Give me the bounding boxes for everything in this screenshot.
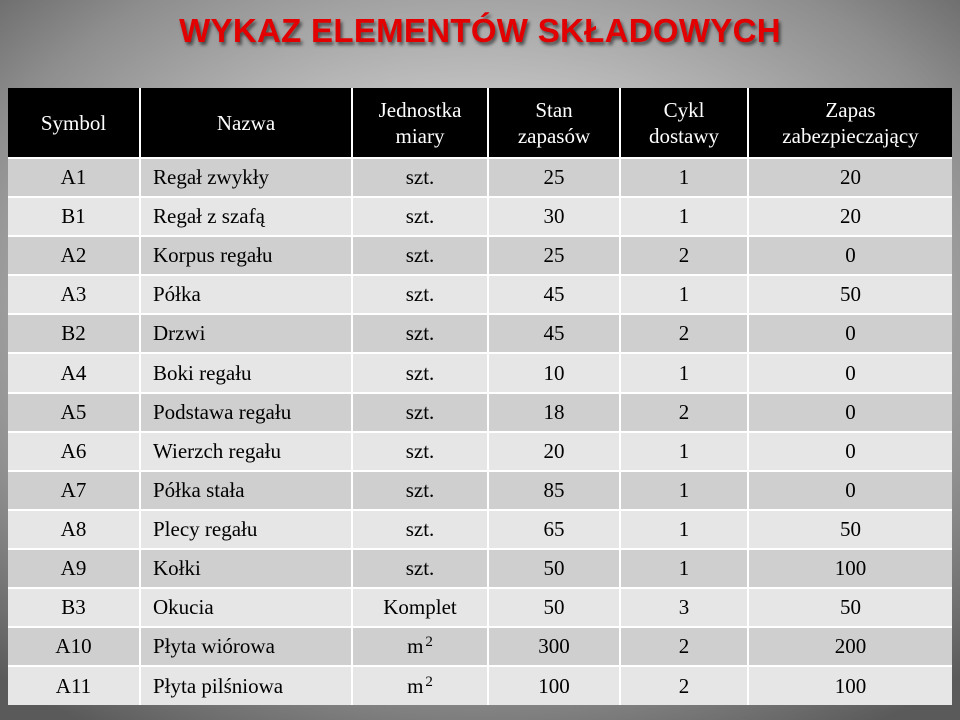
cell-unit (352, 236, 488, 275)
cell-cycle: 2 (620, 666, 748, 705)
cell-stock: 85 (488, 471, 620, 510)
cell-safety-stock: 0 (845, 477, 856, 502)
cell-unit-text: szt. (405, 282, 435, 307)
cell-safety-stock: 0 (845, 243, 856, 268)
cell-unit (352, 158, 488, 197)
header-unit-line2: miary (395, 123, 445, 148)
cell-symbol: A8 (8, 510, 140, 549)
header-row (8, 88, 952, 158)
cell-unit-text: szt. (405, 204, 435, 229)
cell-unit-text: szt. (405, 321, 435, 346)
cell-symbol: A11 (8, 666, 140, 705)
cell-symbol: A5 (8, 393, 140, 432)
cell-stock: 50 (488, 588, 620, 627)
table-row (8, 275, 952, 314)
cell-unit (352, 510, 488, 549)
cell-unit-text: szt. (405, 360, 435, 385)
table-row (8, 314, 952, 353)
header-symbol: Symbol (8, 88, 140, 158)
cell-cycle: 1 (620, 471, 748, 510)
cell-name: Płyta pilśniowa (140, 666, 352, 705)
table-row (8, 471, 952, 510)
cell-stock: 30 (488, 197, 620, 236)
table-row (8, 666, 952, 705)
cell-symbol: B3 (8, 588, 140, 627)
table-row (8, 549, 952, 588)
cell-unit-text: szt. (405, 516, 435, 541)
cell-cycle: 1 (620, 510, 748, 549)
cell-unit-text: szt. (405, 438, 435, 463)
table-row (8, 197, 952, 236)
cell-unit-text: Komplet (383, 595, 457, 620)
cell-name: Półka stała (140, 471, 352, 510)
cell-name: Korpus regału (140, 236, 352, 275)
cell-name: Regał zwykły (140, 158, 352, 197)
header-unit (352, 88, 488, 158)
cell-symbol: B1 (8, 197, 140, 236)
table-header (8, 88, 952, 158)
cell-symbol: A6 (8, 432, 140, 471)
cell-unit (352, 666, 488, 705)
cell-name: Wierzch regału (140, 432, 352, 471)
cell-unit (352, 314, 488, 353)
components-table-wrapper (8, 88, 952, 705)
header-stock (488, 88, 620, 158)
cell-name: Półka (140, 275, 352, 314)
cell-unit (352, 275, 488, 314)
cell-cycle: 2 (620, 627, 748, 666)
cell-unit-exponent: 2 (425, 673, 433, 690)
cell-safety-stock: 20 (840, 204, 861, 229)
cell-symbol: A7 (8, 471, 140, 510)
cell-stock: 100 (488, 666, 620, 705)
cell-cycle: 3 (620, 588, 748, 627)
cell-unit-text: szt. (405, 399, 435, 424)
components-table (8, 88, 952, 705)
table-row (8, 158, 952, 197)
cell-cycle: 1 (620, 549, 748, 588)
cell-unit-text: szt. (405, 243, 435, 268)
cell-safety-stock: 200 (834, 634, 867, 659)
cell-stock: 65 (488, 510, 620, 549)
table-row (8, 393, 952, 432)
cell-cycle: 1 (620, 353, 748, 392)
table-row (8, 627, 952, 666)
cell-unit (352, 432, 488, 471)
header-cycle (620, 88, 748, 158)
cell-unit (352, 471, 488, 510)
page-title: WYKAZ ELEMENTÓW SKŁADOWYCH (179, 12, 781, 49)
cell-symbol: B2 (8, 314, 140, 353)
cell-stock: 25 (488, 158, 620, 197)
cell-unit-text: m (407, 634, 424, 659)
cell-unit (352, 627, 488, 666)
table-row (8, 510, 952, 549)
cell-safety-stock: 0 (845, 321, 856, 346)
header-unit-line1: Jednostka (378, 97, 462, 122)
header-stock-line2: zapasów (517, 123, 591, 148)
cell-name: Plecy regału (140, 510, 352, 549)
cell-stock: 300 (488, 627, 620, 666)
header-safety-stock (748, 88, 952, 158)
cell-symbol: A3 (8, 275, 140, 314)
cell-cycle: 1 (620, 158, 748, 197)
cell-safety-stock: 100 (834, 673, 867, 698)
cell-safety-stock: 20 (840, 165, 861, 190)
header-cycle-line2: dostawy (649, 123, 719, 148)
cell-name: Kołki (140, 549, 352, 588)
cell-unit-text: m (407, 673, 424, 698)
cell-cycle: 2 (620, 314, 748, 353)
table-row (8, 432, 952, 471)
cell-safety-stock: 50 (840, 282, 861, 307)
cell-stock: 45 (488, 275, 620, 314)
cell-unit-text: szt. (405, 477, 435, 502)
cell-cycle: 1 (620, 432, 748, 471)
cell-name: Podstawa regału (140, 393, 352, 432)
cell-safety-stock: 0 (845, 438, 856, 463)
cell-symbol: A1 (8, 158, 140, 197)
cell-unit-exponent: 2 (425, 634, 433, 651)
cell-cycle: 1 (620, 197, 748, 236)
cell-stock: 25 (488, 236, 620, 275)
cell-name: Drzwi (140, 314, 352, 353)
cell-safety-stock: 50 (840, 595, 861, 620)
cell-unit (352, 353, 488, 392)
cell-unit-text: szt. (405, 165, 435, 190)
cell-cycle: 2 (620, 236, 748, 275)
header-safety-line2: zabezpieczający (782, 123, 919, 148)
cell-cycle: 2 (620, 393, 748, 432)
cell-name: Boki regału (140, 353, 352, 392)
cell-stock: 45 (488, 314, 620, 353)
cell-unit (352, 588, 488, 627)
cell-name: Płyta wiórowa (140, 627, 352, 666)
cell-stock: 10 (488, 353, 620, 392)
cell-unit (352, 197, 488, 236)
cell-symbol: A10 (8, 627, 140, 666)
cell-unit (352, 549, 488, 588)
cell-name: Okucia (140, 588, 352, 627)
cell-stock: 50 (488, 549, 620, 588)
cell-symbol: A4 (8, 353, 140, 392)
cell-safety-stock: 50 (840, 516, 861, 541)
cell-cycle: 1 (620, 275, 748, 314)
table-row (8, 353, 952, 392)
table-row (8, 236, 952, 275)
cell-safety-stock: 0 (845, 399, 856, 424)
cell-symbol: A2 (8, 236, 140, 275)
cell-safety-stock: 0 (845, 360, 856, 385)
cell-name: Regał z szafą (140, 197, 352, 236)
cell-stock: 18 (488, 393, 620, 432)
table-row (8, 588, 952, 627)
cell-unit (352, 393, 488, 432)
cell-safety-stock: 100 (834, 555, 867, 580)
cell-unit-text: szt. (405, 555, 435, 580)
table-body (8, 158, 952, 705)
header-name: Nazwa (140, 88, 352, 158)
cell-stock: 20 (488, 432, 620, 471)
header-safety-line1: Zapas (825, 97, 876, 122)
cell-symbol: A9 (8, 549, 140, 588)
header-cycle-line1: Cykl (663, 97, 705, 122)
header-stock-line1: Stan (535, 97, 573, 122)
